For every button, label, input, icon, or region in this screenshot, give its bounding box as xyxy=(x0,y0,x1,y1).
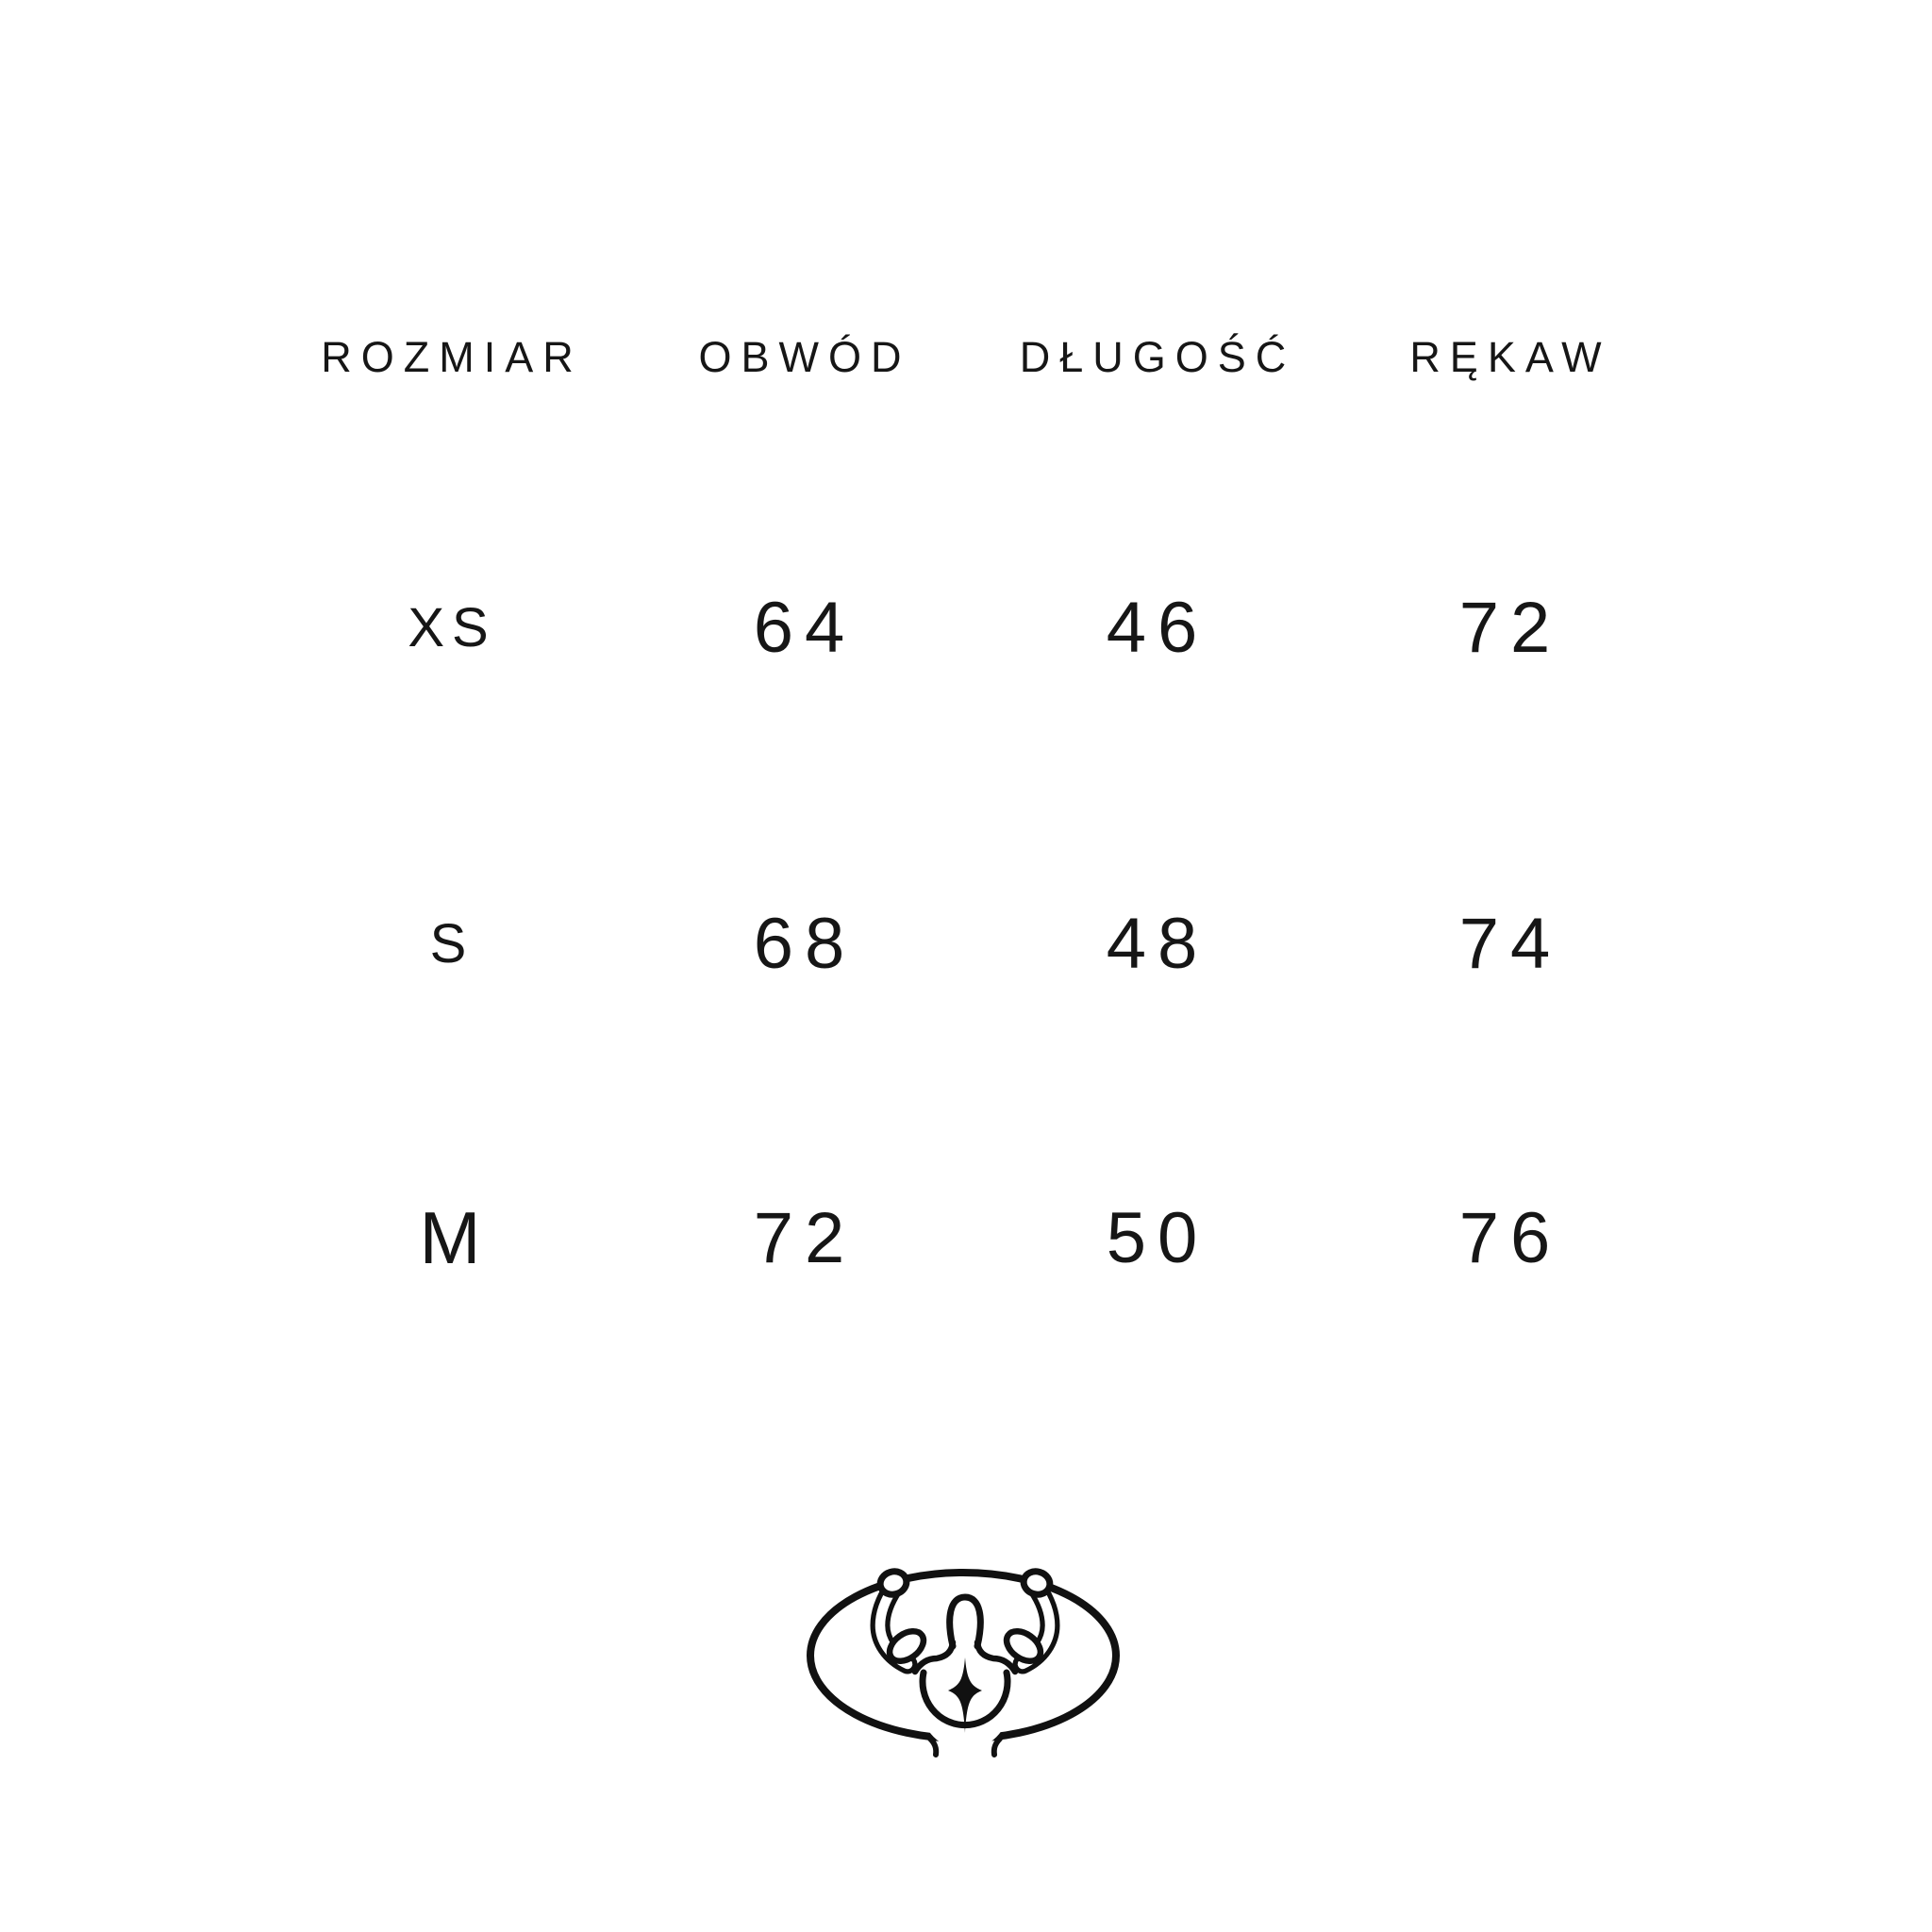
table-header-row xyxy=(275,319,1687,396)
size-label: XS xyxy=(408,596,496,658)
column-header-dlugosc: DŁUGOŚĆ xyxy=(1019,333,1296,381)
column-header-obwod: OBWÓD xyxy=(698,333,911,381)
dlugosc-value: 46 xyxy=(1106,587,1209,668)
table-row xyxy=(275,887,1687,1000)
column-header-rozmiar: ROZMIAR xyxy=(321,333,583,381)
obwod-value: 72 xyxy=(753,1197,857,1278)
table-row xyxy=(275,571,1687,684)
bodybuilder-oval-logo-icon xyxy=(792,1552,1132,1759)
size-label: S xyxy=(429,912,475,974)
obwod-value: 64 xyxy=(753,587,857,668)
table-row xyxy=(275,1181,1687,1294)
dlugosc-value: 50 xyxy=(1106,1197,1209,1278)
rekaw-value: 76 xyxy=(1458,1197,1562,1278)
rekaw-value: 72 xyxy=(1458,587,1562,668)
dlugosc-value: 48 xyxy=(1106,903,1209,984)
size-label: M xyxy=(419,1195,485,1279)
column-header-rekaw: RĘKAW xyxy=(1409,333,1611,381)
obwod-value: 68 xyxy=(753,903,857,984)
rekaw-value: 74 xyxy=(1458,903,1562,984)
